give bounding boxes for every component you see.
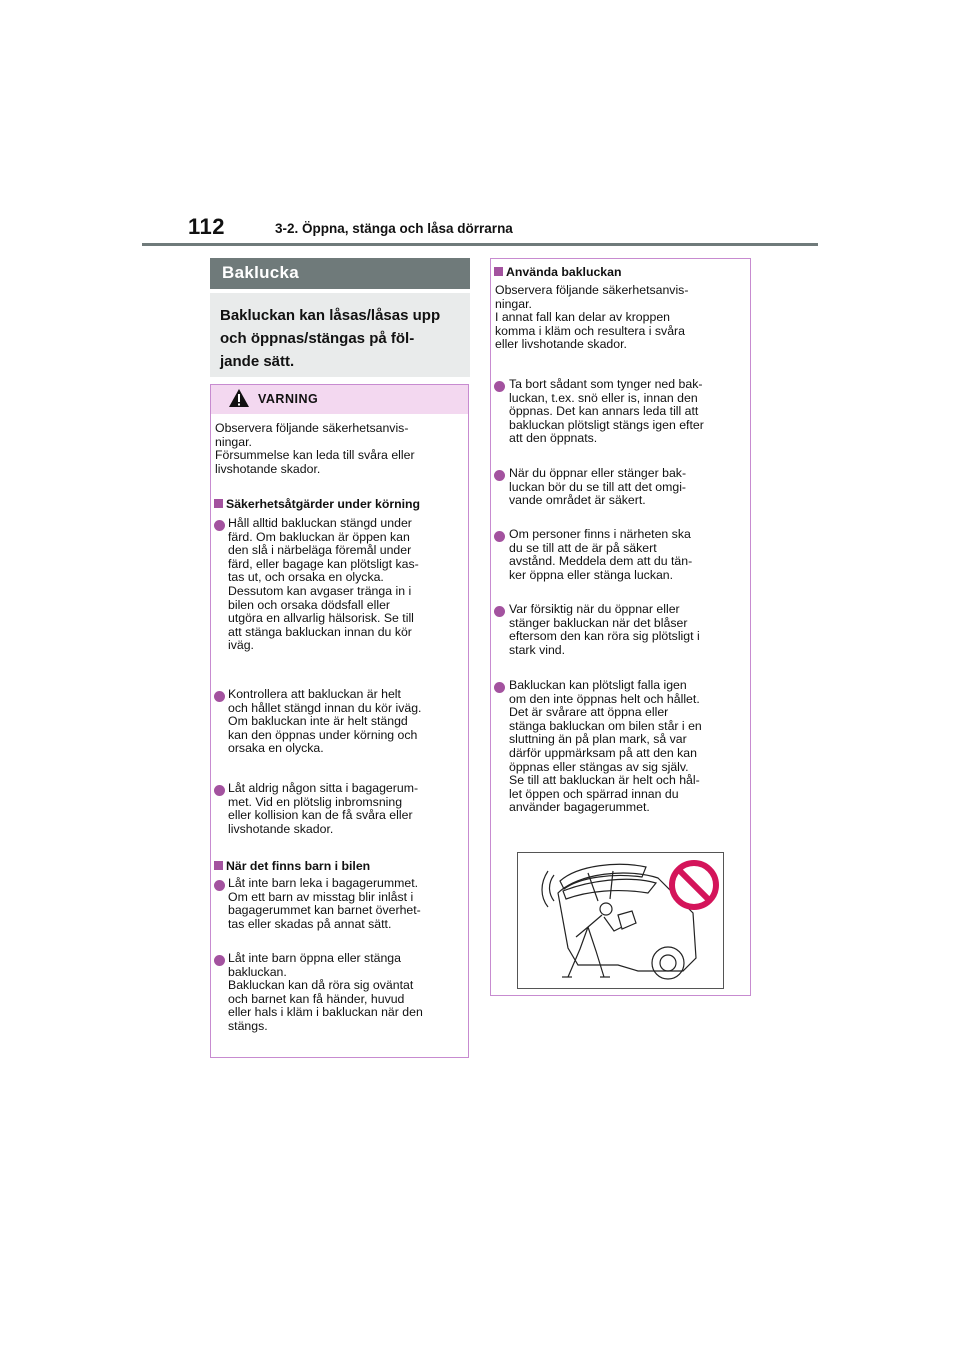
bullet-icon	[494, 381, 505, 392]
bullet-icon	[214, 691, 225, 702]
bullet-icon	[494, 531, 505, 542]
heading-baklucka: Baklucka	[222, 263, 300, 282]
warning-bullet-3: Låt aldrig någon sitta i bagagerum- met. Vid en plötslig inbromsning eller kollision kan de få svåra eller livshotande skador.	[228, 781, 419, 836]
warning-bullet-5: Låt inte barn öppna eller stänga bakluckan. Bakluckan kan då röra sig oväntat och barnet kan få händer, huvud eller hals i kläm i bakluckan när den stängs.	[228, 951, 423, 1033]
header-divider	[142, 243, 818, 246]
right-bullet-4: Var försiktig när du öppnar eller stänger bakluckan när det blåser eftersom den kan röra sig plötsligt i stark vind.	[509, 602, 700, 657]
right-sub-heading	[494, 263, 744, 281]
square-bullet-icon	[214, 499, 223, 508]
right-bullet-3: Om personer finns i närheten ska du se till att de är på säkert avstånd. Meddela dem att du tän- ker öppna eller stänga luckan.	[509, 527, 693, 582]
bullet-icon	[214, 880, 225, 891]
warning-bullet-4: Låt inte barn leka i bagagerummet. Om ett barn av misstag blir inlåst i bagagerummet kan barnet överhet- tas eller skadas på annat sätt.	[228, 876, 421, 931]
warning-intro: Observera följande säkerhetsanvis- ningar. Försummelse kan leda till svåra eller livshotande skador.	[215, 421, 415, 476]
sub-heading-label: Säkerhetsåtgärder under körning	[226, 497, 421, 511]
square-bullet-icon	[214, 861, 223, 870]
section-title: 3-2. Öppna, stänga och låsa dörrarna	[275, 221, 513, 236]
warning-bullet-1: Håll alltid bakluckan stängd under färd. Om bakluckan är öppen kan den slå i närbeläga föremål under färd, eller bagage kan plötsligt kas- tas ut, och orsaka en olycka. Dessutom kan avgaser tränga in i bilen och orsaka dödsfall eller utgöra en allvarlig hälsorisk. Se till att stänga bakluckan innan du kör iväg.	[228, 516, 419, 653]
bullet-icon	[214, 785, 225, 796]
intro-text: Bakluckan kan låsas/låsas upp och öppnas/stängas på föl- jande sätt.	[220, 307, 441, 370]
warning-bullet-2: Kontrollera att bakluckan är helt och hållet stängd innan du kör iväg. Om bakluckan inte är helt stängd kan den öppnas under körning och orsaka en olycka.	[228, 687, 422, 756]
warning-label: VARNING	[258, 392, 319, 406]
right-intro: Observera följande säkerhetsanvis- ningar. I annat fall kan delar av kroppen komma i kläm och resultera i svåra eller livshotande skador.	[495, 283, 689, 352]
tailgate-danger-drawing	[518, 853, 723, 988]
warning-triangle-icon	[228, 388, 250, 408]
bullet-icon	[494, 606, 505, 617]
right-bullet-1: Ta bort sådant som tynger ned bak- luckan, t.ex. snö eller is, innan den öppnas. Det kan annars leda till att bakluckan plötsligt stängs igen efter att den öppnats.	[509, 377, 704, 446]
page-number: 112	[188, 214, 225, 239]
warning-sub-driving	[214, 495, 466, 513]
bullet-icon	[214, 520, 225, 531]
bullet-icon	[494, 682, 505, 693]
bullet-icon	[494, 470, 505, 481]
warning-sub-children	[214, 857, 466, 875]
sub-heading-label: När det finns barn i bilen	[226, 859, 371, 873]
right-bullet-2: När du öppnar eller stänger bak- luckan bör du se till att det omgi- vande området är säkert.	[509, 466, 687, 508]
bullet-icon	[214, 955, 225, 966]
tailgate-illustration	[517, 852, 724, 989]
sub-heading-label: Använda bakluckan	[506, 265, 622, 279]
right-bullet-5: Bakluckan kan plötsligt falla igen om den inte öppnas helt och hållet. Det är svårare att öppna eller stänga bakluckan om bilen står i en sluttning än på plan mark, så var därför uppmärksam på att den kan öppnas eller stängas av sig själv. Se till att bakluckan är helt och hål- let öppen och spärrad innan du använder bagagerummet.	[509, 678, 702, 815]
square-bullet-icon	[494, 267, 503, 276]
